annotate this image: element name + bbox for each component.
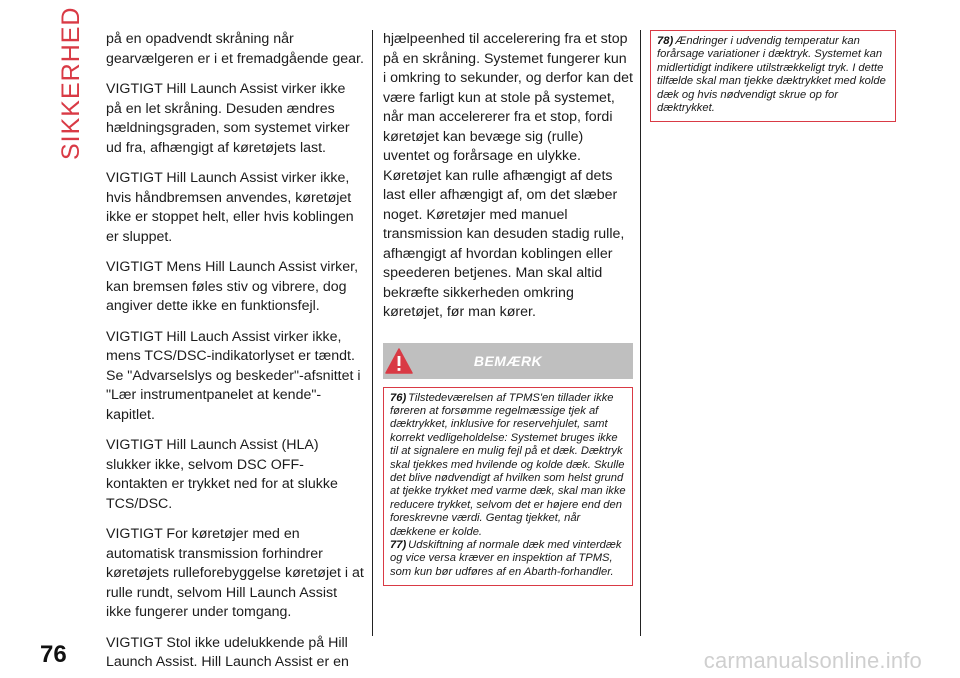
paragraph: hjælpeenhed til accelerering fra et stop på en skråning. Systemet fungerer kun i omkring to sekunder, og derfor kan det være farligt kun at stole på systemet, når man accelererer fra et stop, fordi køretøjet kan bevæge sig (rulle) uventet og forårsage en ulykke. Køretøjet kan rulle afhængigt af dets last eller afhængigt af, om det slæber noget. Køretøjer med manuel transmission kan desuden stadig rulle, afhængigt af hvordan koblingen eller speederen betjenes. Man skal altid bekræfte sikkerheden omkring køretøjet, før man kører. [383,31,633,320]
text-column-left [106,30,364,678]
column-divider-right [640,30,641,636]
text-column-middle [383,30,633,586]
note-text: Ændringer i udvendig temperatur kan forårsage variationer i dæktryk. Systemet kan midlertidigt indikere utilstrækkeligt tryk. I dette tilfælde skal man tjekke dæktrykket med kolde dæk og hvis nødvendigt skrue op for dæktrykket. [657,35,886,115]
note-text: Udskiftning af normale dæk med vinterdæk og vice versa kræver en inspektion af TPMS, som kun bør udføres af en Abarth-forhandler. [390,538,622,578]
notes-box [650,30,896,122]
note-number: 77) [390,538,407,551]
column-divider-left [372,30,373,636]
page-number: 76 [40,641,67,668]
warning-triangle-icon [385,347,413,375]
note-item [657,35,889,115]
paragraph: VIGTIGT Hill Launch Assist virker ikke på en let skråning. Desuden ændres hældningsgraden, som systemet virker ud fra, afhængigt af køretøjets last. [106,81,350,156]
text-column-right [650,30,896,122]
note-number: 78) [657,35,674,47]
paragraph: VIGTIGT Stol ikke udelukkende på Hill Launch Assist. Hill Launch Assist er en [106,634,349,670]
warning-title: BEMÆRK [473,352,543,369]
warning-header [383,343,633,379]
note-item [390,392,626,539]
section-tab: SIKKERHED [57,6,85,160]
paragraph: VIGTIGT Hill Launch Assist virker ikke, hvis håndbremsen anvendes, køretøjet ikke er stoppet helt, eller hvis koblingen er sluppet. [106,170,354,245]
paragraph: VIGTIGT For køretøjer med en automatisk transmission forhindrer køretøjets rulleforebyggelse køretøjet i at rulle rundt, selvom Hill Launch Assist ikke fungerer under tomgang. [106,526,364,620]
paragraph: på en opadvendt skråning når gearvælgeren er i et fremadgående gear. [106,31,364,67]
paragraph: VIGTIGT Mens Hill Launch Assist virker, kan bremsen føles stiv og vibrere, dog angiver dette ikke en funktionsfejl. [106,259,359,314]
notes-box [383,387,633,587]
note-item [390,539,626,579]
paragraph: VIGTIGT Hill Lauch Assist virker ikke, mens TCS/DSC-indikatorlyset er tændt. Se "Advarselslys og beskeder"-afsnittet i "Lær instrumentpanelet at kende"-kapitlet. [106,328,361,423]
watermark: carmanualsonline.info [703,648,922,673]
note-number: 76) [390,391,407,404]
paragraph: VIGTIGT Hill Launch Assist (HLA) slukker ikke, selvom DSC OFF-kontakten er trykket ned for at slukke TCS/DSC. [106,437,338,512]
note-text: Tilstedeværelsen af TPMS'en tillader ikke føreren at forsømme regelmæssige tjek af dæktrykket, inklusive for reservehjulet, samt korrekt vedligeholdelse: Systemet bruges ikke til at signalere en mulig fejl på et dæk. Dæktryk skal tjekkes med hvilende og kolde dæk. Skulle det blive nødvendigt af hvilken som helst grund at tjekke trykket med varme dæk, skal man ikke reducere trykket, selvom det er højere end den foreskrevne værdi. Gentag tjekket, når dækkene er kolde. [390,391,626,538]
